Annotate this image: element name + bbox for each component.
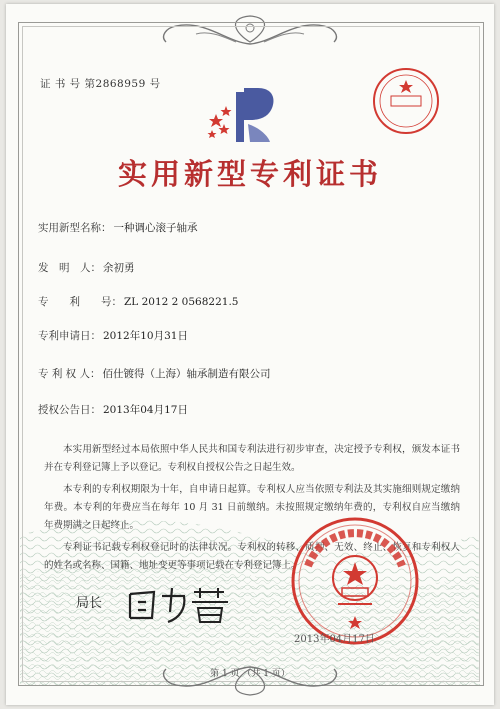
director-label: 局长 [76, 596, 103, 611]
field-grant-date [38, 402, 188, 417]
certificate-title: 实用新型专利证书 [117, 157, 382, 191]
field-inventor [38, 260, 135, 275]
field-value: 2012年10月31日 [103, 330, 188, 342]
body-paragraph: 本专利的专利权期限为十年，自申请日起算。专利权人应当依照专利法及其实施细则规定缴纳年费。本专利的年费应当在每年 10 月 31 日前缴纳。未按照规定缴纳年费的，专利权自应当缴纳年费期满之日起终止。 [44, 484, 460, 531]
field-value: 余初勇 [103, 262, 135, 274]
bottom-ornament-decoration [156, 659, 344, 699]
field-label: 实用新型名称： [38, 222, 112, 234]
field-value: 2013年04月17日 [103, 404, 188, 416]
page-number: 第 1 页 （共 1 页） [210, 669, 290, 679]
field-filing-date [38, 328, 188, 343]
field-label: 专 利 权 人： [38, 368, 101, 380]
field-patentee [38, 366, 271, 381]
seal-date: 2013年04月17日 [294, 634, 375, 645]
certificate-number: 证 书 号 第2868959 号 [40, 78, 161, 90]
field-label: 发 明 人： [38, 262, 101, 274]
patent-office-logo-icon [206, 84, 278, 144]
certificate-page [6, 4, 494, 705]
body-paragraph: 本实用新型经过本局依照中华人民共和国专利法进行初步审查，决定授予专利权，颁发本证书并在专利登记簿上予以登记。专利权自授权公告之日起生效。 [44, 444, 460, 473]
field-label: 专 利 号： [38, 296, 122, 308]
field-utility-model-name [38, 220, 198, 235]
field-value: ZL 2012 2 0568221.5 [124, 296, 239, 308]
body-paragraph: 专利证书记载专利权登记时的法律状况。专利权的转移、质押、无效、终止、恢复和专利权人的姓名或名称、国籍、地址变更等事项记载在专利登记簿上。 [44, 542, 460, 571]
field-label: 专利申请日： [38, 330, 101, 342]
field-label: 授权公告日： [38, 404, 101, 416]
small-red-seal [371, 66, 441, 136]
field-value: 佰仕镀得（上海）轴承制造有限公司 [102, 368, 271, 380]
field-patent-number [38, 294, 238, 309]
field-value: 一种调心滚子轴承 [113, 222, 198, 234]
national-ip-office-seal [290, 516, 420, 646]
director-signature [124, 582, 234, 626]
